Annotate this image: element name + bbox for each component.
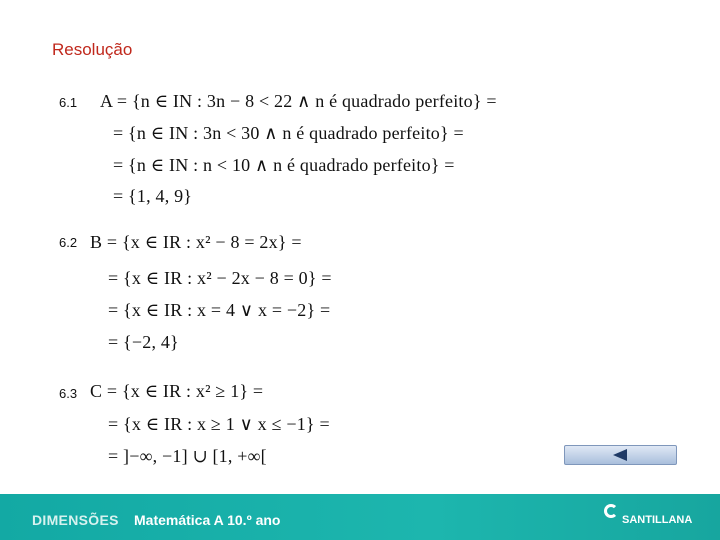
equation-line: = {1, 4, 9} [113,186,193,206]
publisher-logo-icon [604,504,618,518]
page-title: Resolução [52,40,133,59]
item-label-6-3: 6.3 [59,386,78,401]
equation-line: = ]−∞, −1] ∪ [1, +∞[ [108,446,267,466]
equation-line: = {n ∈ IN : n < 10 ∧ n é quadrado perfeito} = [113,155,455,175]
equation-line: = {x ∈ IR : x ≥ 1 ∨ x ≤ −1} = [108,414,330,434]
item-label-6-1: 6.1 [59,95,78,110]
footer-bar [0,494,720,540]
footer-brand: DIMENSÕES [32,512,119,528]
back-button[interactable] [564,445,677,465]
equation-line: = {−2, 4} [108,332,179,352]
equation-line: A = {n ∈ IN : 3n − 8 < 22 ∧ n é quadrado perfeito} = [100,91,497,111]
equation-line: = {x ∈ IR : x² − 2x − 8 = 0} = [108,268,332,288]
equation-line: = {n ∈ IN : 3n < 30 ∧ n é quadrado perfeito} = [113,123,464,143]
equation-line: = {x ∈ IR : x = 4 ∨ x = −2} = [108,300,331,320]
equation-line: B = {x ∈ IR : x² − 8 = 2x} = [90,232,302,252]
item-label-6-2: 6.2 [59,235,78,250]
footer-course: Matemática A 10.º ano [134,512,281,528]
equation-line: C = {x ∈ IR : x² ≥ 1} = [90,381,264,401]
left-triangle-icon [613,449,627,461]
footer-publisher: SANTILLANA [622,514,693,526]
